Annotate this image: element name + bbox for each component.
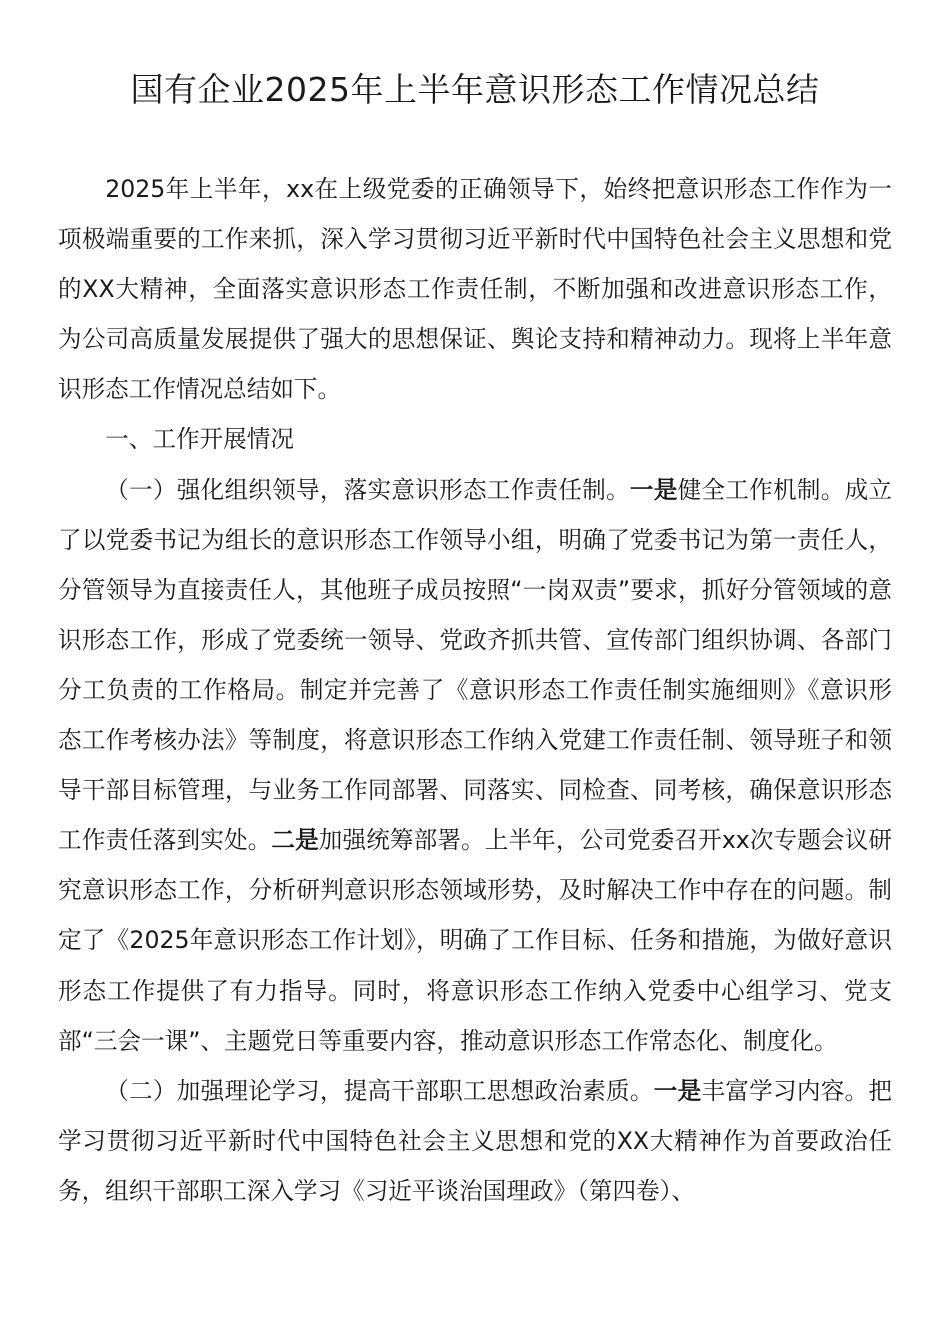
paragraph-organization	[58, 465, 892, 1066]
document-body	[58, 164, 892, 1216]
document-title: 国有企业2025年上半年意识形态工作情况总结	[130, 70, 820, 109]
emphasis-second: 二是	[271, 826, 319, 855]
emphasis-first: 一是	[653, 1076, 702, 1105]
paragraph-text: 健全工作机制。成立了以党委书记为组长的意识形态工作领导小组，明确了党委书记为第一责任人，分管领导为直接责任人，其他班子成员按照“一岗双责”要求，抓好分管领域的意识形态工作，形成了党委统一领导、党政齐抓共管、宣传部门组织协调、各部门分工负责的工作格局。制定并完善了《意识形态工作责任制实施细则》《意识形态工作考核办法》等制度，将意识形态工作纳入党建工作责任制、领导班子和领导干部目标管理，与业务工作同部署、同落实、同检查、同考核，确保意识形态工作责任落到实处。	[58, 475, 893, 855]
section-heading: 一、工作开展情况	[105, 425, 294, 454]
paragraph-text: 丰富学习内容。把学习贯彻习近平新时代中国特色社会主义思想和党的XX大精神作为首要政治任务，组织干部职工深入学习《习近平谈治国理政》（第四卷）、	[58, 1076, 893, 1205]
paragraph-text: 加强统筹部署。上半年，公司党委召开xx次专题会议研究意识形态工作，分析研判意识形态领域形势，及时解决工作中存在的问题。制定了《2025年意识形态工作计划》，明确了工作目标、任务和措施，为做好意识形态工作提供了有力指导。同时，将意识形态工作纳入党委中心组学习、党支部“三会一课”、主题党日等重要内容，推动意识形态工作常态化、制度化。	[58, 826, 892, 1055]
intro-paragraph: 2025年上半年，xx在上级党委的正确领导下，始终把意识形态工作作为一项极端重要的工作来抓，深入学习贯彻习近平新时代中国特色社会主义思想和党的XX大精神，全面落实意识形态工作责任制，不断加强和改进意识形态工作，为公司高质量发展提供了强大的思想保证、舆论支持和精神动力。现将上半年意识形态工作情况总结如下。	[58, 175, 892, 404]
paragraph-lead: （一）强化组织领导，落实意识形态工作责任制。	[105, 475, 630, 504]
paragraph-study	[58, 1066, 892, 1216]
emphasis-first: 一是	[629, 475, 678, 504]
paragraph-lead: （二）加强理论学习，提高干部职工思想政治素质。	[105, 1076, 654, 1105]
